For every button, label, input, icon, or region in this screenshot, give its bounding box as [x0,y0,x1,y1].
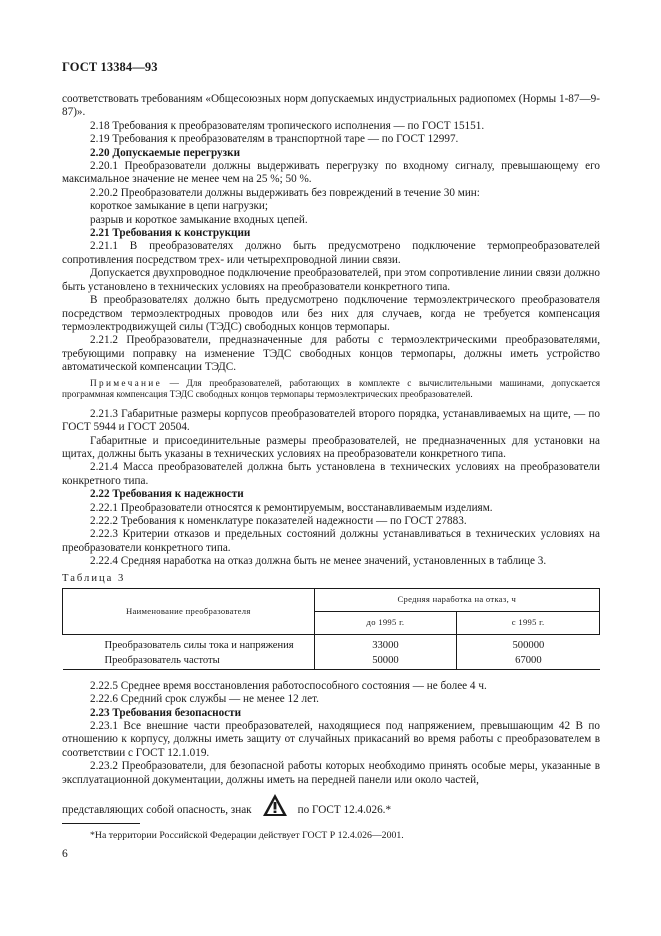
section-heading: 2.22 Требования к надежности [90,488,244,501]
paragraph: 2.18 Требования к преобразователям тропического исполнения — по ГОСТ 15151. [90,119,485,132]
footnote-divider [62,823,140,824]
page-number: 6 [62,848,68,860]
paragraph: 2.23.1 Все внешние части преобразователей, находящиеся под напряжением, превышающим 42 В по отношению к корпусу, должны иметь защиту от случайных прикасаний во время работы с преобразователем в соответствии с ГОСТ 12.1.019. [62,720,600,759]
paragraph: 2.22.1 Преобразователи относятся к ремонтируемым, восстанавливаемым изделиям. [90,501,493,514]
document-header: ГОСТ 13384—93 [62,60,158,74]
paragraph: В преобразователях должно быть предусмотрено подключение термоэлектрического преобразователя посредством термоэлектродных проводов или без них для случаев, когда не требуется компенсация термоэлектродвижущей силы (ТЭДС) свободных концов термопары. [62,294,600,333]
paragraph: 2.20.2 Преобразователи должны выдерживать без повреждений в течение 30 мин: [90,186,480,199]
paragraph: разрыв и короткое замыкание входных цепей. [90,213,308,226]
table-header-name: Наименование преобразователя [63,589,315,635]
paragraph: Допускается двухпроводное подключение преобразователей, при этом сопротивление линии связи должно быть установлено в технических условиях на преобразователи конкретного типа. [62,267,600,293]
paragraph: 2.21.1 В преобразователях должно быть предусмотрено подключение термопреобразователей сопротивления посредством трех- или четырехпроводной линии связи. [62,240,600,266]
table-cell-name: Преобразователь частоты [63,653,315,669]
table-row [63,635,600,654]
table-header-col1: до 1995 г. [314,612,457,635]
table-header-col2: с 1995 г. [457,612,600,635]
paragraph: 2.21.2 Преобразователи, предназначенные для работы с термоэлектрическими преобразователями, требующими поправку на изменение ТЭДС свободных концов термопары, должны иметь устройство автоматической компенсации ТЭДС. [62,334,600,374]
reliability-table [62,588,600,670]
paragraph: 2.22.6 Средний срок службы — не менее 12 лет. [90,693,319,706]
paragraph: 2.22.4 Средняя наработка на отказ должна быть не менее значений, установленных в таблице 3. [90,555,547,568]
footnote: *На территории Российской Федерации действует ГОСТ Р 12.4.026—2001. [90,830,404,842]
document-body [62,93,600,842]
note [62,379,600,402]
paragraph: 2.22.2 Требования к номенклатуре показателей надежности — по ГОСТ 27883. [90,514,467,527]
paragraph: соответствовать требованиям «Общесоюзных норм допускаемых индустриальных радиопомех (Нормы 1-87—9-87)». [62,93,600,119]
table-cell-value: 67000 [457,653,600,669]
table-cell-value: 50000 [314,653,457,669]
paragraph: 2.21.4 Масса преобразователей должна быть установлена в технических условиях на преобразователи конкретного типа. [62,461,600,487]
section-heading: 2.21 Требования к конструкции [90,227,251,240]
paragraph: 2.19 Требования к преобразователям в транспортной таре — по ГОСТ 12997. [90,133,459,146]
table-row [63,653,600,669]
document-page [62,60,600,842]
warning-sign-line [62,793,600,817]
note-text: — Для преобразователей, работающих в комплекте с вычислительными машинами, допускается программная компенсация ТЭДС свободных концов термопары термоэлектрических преобразователей. [62,378,600,401]
table-caption: Таблица 3 [62,572,126,584]
table-cell-value: 33000 [314,635,457,654]
paragraph: 2.22.3 Критерии отказов и предельных состояний должны устанавливаться в технических условиях на преобразователи конкретного типа. [62,528,600,554]
table-cell-name: Преобразователь силы тока и напряжения [63,635,315,654]
section-heading: 2.20 Допускаемые перегрузки [90,146,241,159]
paragraph: 2.23.2 Преобразователи, для безопасной работы которых необходимо принять особые меры, указанные в эксплуатационной документации, должны иметь на передней панели или около частей, [62,760,600,786]
paragraph: 2.20.1 Преобразователи должны выдерживать перегрузку по входному сигналу, превышающему его максимальное значение не менее чем на 25 %; 50 %. [62,160,600,186]
table-header-group: Средняя наработка на отказ, ч [314,589,599,612]
paragraph: 2.22.5 Среднее время восстановления работоспособного состояния — не более 4 ч. [90,679,487,692]
paragraph: Габаритные и присоединительные размеры преобразователей, не предназначенных для установки на щитах, должны быть указаны в технических условиях на преобразователи конкретного типа. [62,434,600,460]
note-label: Примечание [90,378,162,389]
warning-text-before: представляющих собой опасность, знак [62,803,252,816]
section-heading: 2.23 Требования безопасности [90,706,242,719]
paragraph: короткое замыкание в цепи нагрузки; [90,200,269,213]
warning-text-after: по ГОСТ 12.4.026.* [297,803,392,816]
paragraph: 2.21.3 Габаритные размеры корпусов преобразователей второго порядка, устанавливаемых на щите, — по ГОСТ 5944 и ГОСТ 20504. [62,407,600,434]
table-cell-value: 500000 [512,640,545,651]
warning-triangle-icon [262,793,288,817]
